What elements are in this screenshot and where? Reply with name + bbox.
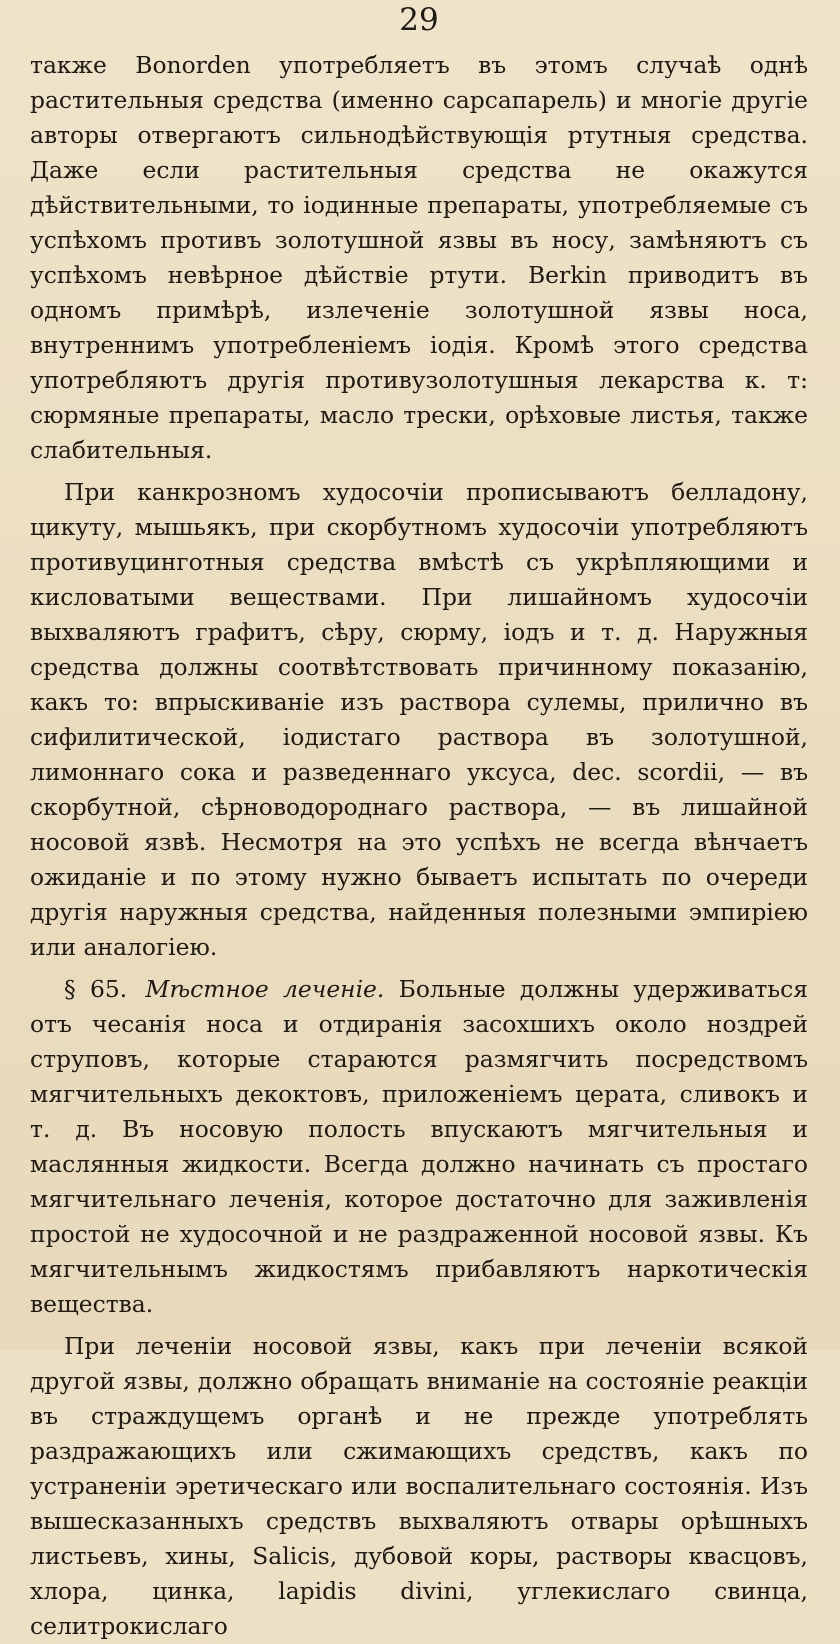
section-body-text: Больные должны удерживаться отъ чесанія носа и отдиранія засохшихъ около ноздрей струповъ, которые стараются размягчить посредствомъ мягчительныхъ декоктовъ, приложеніемъ церата, сливокъ и т. д. Въ носовую полость впускаютъ мягчительныя и маслянныя жидкости. Всегда должно начинать съ простаго мягчительнаго леченія, которое достаточно для заживленія простой не худосочной и не раздраженной носовой язвы. Къ мягчительнымъ жидкостямъ прибавляютъ наркотическія вещества. [30, 975, 808, 1318]
paragraph-bonorden-remedies: также Bonorden употребляетъ въ этомъ случаѣ однѣ растительныя средства (именно сарсапарель) и многіе другіе авторы отвергаютъ сильнодѣйствующія ртутныя средства. Даже если растительныя средства не окажутся дѣйствительными, то іодинные препараты, употребляемые съ успѣхомъ противъ золотушной язвы въ носу, замѣняютъ съ успѣхомъ невѣрное дѣйствіе ртути. Berkin приводитъ въ одномъ примѣрѣ, излеченіе золотушной язвы носа, внутреннимъ употребленіемъ іодія. Кромѣ этого средства употребляютъ другія противузолотушныя лекарства к. т: сюрмяные препараты, масло трески, орѣховые листья, также слабительныя. [30, 51, 808, 464]
page-number: 29 [399, 2, 439, 38]
paragraph-dyscrasia-treatment: При канкрозномъ худосочіи прописываютъ белладону, цикуту, мышьякъ, при скорбутномъ худосочіи употребляютъ противуцинготныя средства вмѣстѣ съ укрѣпляющими и кисловатыми веществами. При лишайномъ худосочіи выхваляютъ графитъ, сѣру, сюрму, іодъ и т. д. Наружныя средства должны соотвѣтствовать причинному показанію, какъ то: впрыскиваніе изъ раствора сулемы, прилично въ сифилитической, іодистаго раствора въ золотушной, лимоннаго сока и разведеннаго уксуса, dec. scordii, — въ скорбутной, сѣрноводороднаго раствора, — въ лишайной носовой язвѣ. Несмотря на это успѣхъ не всегда вѣнчаетъ ожиданіе и по этому нужно бываетъ испытать по очереди другія наружныя средства, найденныя полезными эмпиріею или аналогіею. [30, 478, 808, 961]
paragraph-ulcer-reaction: При леченіи носовой язвы, какъ при леченіи всякой другой язвы, должно обращать вниманіе на состояніе реакціи въ страждущемъ органѣ и не прежде употреблять раздражающихъ или сжимающихъ средствъ, какъ по устраненіи эретическаго или воспалительнаго состоянія. Изъ вышесказанныхъ средствъ выхваляютъ отвары орѣшныхъ листьевъ, хины, Salicis, дубовой коры, растворы квасцовъ, хлора, цинка, lapidis divini, углекислаго свинца, селитрокислаго [30, 1332, 808, 1640]
section-title: Мѣстное леченіе. [145, 975, 385, 1003]
paragraph-local-treatment [30, 972, 808, 1322]
section-number: § 65. [64, 975, 128, 1003]
